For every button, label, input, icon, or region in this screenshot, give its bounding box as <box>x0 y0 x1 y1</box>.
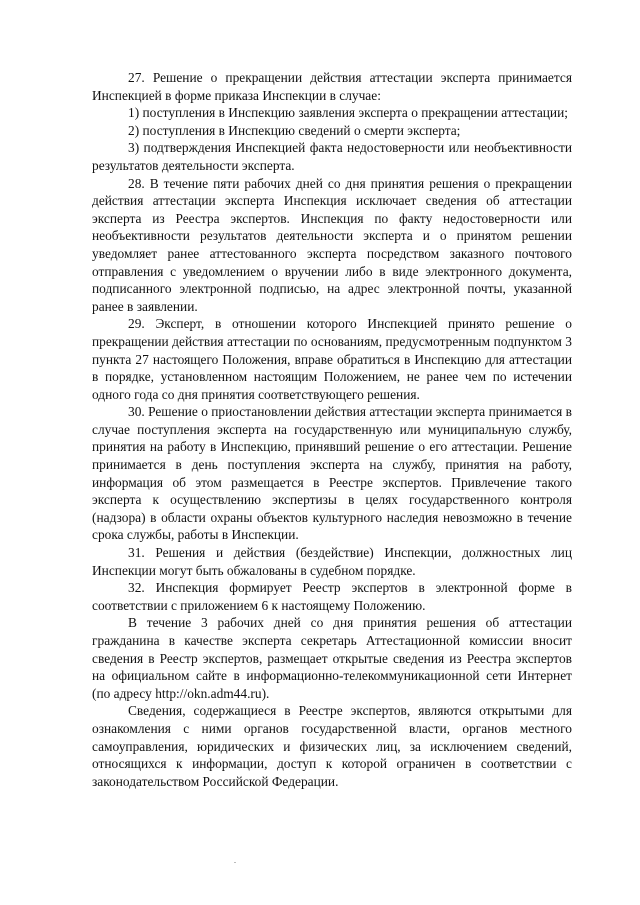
paragraph-registry-access: Сведения, содержащиеся в Реестре экспертов, являются открытыми для ознакомления с ними органов государственной власти, органов местного самоуправления, юридических и физических лиц, за исключением сведений, относящихся к информации, доступ к которой ограничен в соответствии с законодательством Российской Федерации. <box>92 703 572 789</box>
paragraph-28: 28. В течение пяти рабочих дней со дня принятия решения о прекращении действия аттестации эксперта Инспекция исключает сведения об аттестации эксперта из Реестра экспертов. Инспекция по факту недостоверности или необъективности результатов деятельности эксперта и о принятом решении уведомляет ранее аттестованного эксперта посредством заказного почтового отправления с уведомлением о вручении либо в виде электронного документа, подписанного электронной подписью, на адрес электронной почты, указанной ранее в заявлении. <box>92 175 572 314</box>
paragraph-27-item-3: 3) подтверждения Инспекцией факта недостоверности или необъективности результатов деятельности эксперта. <box>92 140 572 173</box>
paragraph-27: 27. Решение о прекращении действия аттестации эксперта принимается Инспекцией в форме приказа Инспекции в случае: <box>92 70 572 103</box>
paragraph-31: 31. Решения и действия (бездействие) Инспекции, должностных лиц Инспекции могут быть обжалованы в судебном порядке. <box>92 545 572 578</box>
document-body <box>92 69 572 790</box>
paragraph-27-item-2: 2) поступления в Инспекцию сведений о смерти эксперта; <box>128 122 461 138</box>
paragraph-32: 32. Инспекция формирует Реестр экспертов в электронной форме в соответствии с приложением 6 к настоящему Положению. <box>92 580 572 613</box>
paragraph-30: 30. Решение о приостановлении действия аттестации эксперта принимается в случае поступления эксперта на государственную или муниципальную службу, принятия на работу в Инспекцию, принявший решение о его аттестации. Решение принимается в день поступления эксперта на службу, принятия на работу, информация об этом размещается в Реестре экспертов. Привлечение такого эксперта к осуществлению экспертизы в целях государственного контроля (надзора) в области охраны объектов культурного наследия невозможно в течение срока службы, работы в Инспекции. <box>92 404 572 543</box>
scan-speck <box>234 862 236 863</box>
paragraph-registry-entry: В течение 3 рабочих дней со дня принятия решения об аттестации гражданина в качестве эксперта секретарь Аттестационной комиссии вносит сведения в Реестр экспертов, размещает открытые сведения из Реестра экспертов на официальном сайте в информационно-телекоммуникационной сети Интернет (по адресу http://okn.adm44.ru). <box>92 615 572 701</box>
paragraph-27-item-1: 1) поступления в Инспекцию заявления эксперта о прекращении аттестации; <box>128 105 568 121</box>
paragraph-29: 29. Эксперт, в отношении которого Инспекцией принято решение о прекращении действия аттестации по основаниям, предусмотренным подпунктом 3 пункта 27 настоящего Положения, вправе обратиться в Инспекцию для аттестации в порядке, установленном настоящим Положением, не ранее чем по истечении одного года со дня принятия соответствующего решения. <box>92 316 572 402</box>
